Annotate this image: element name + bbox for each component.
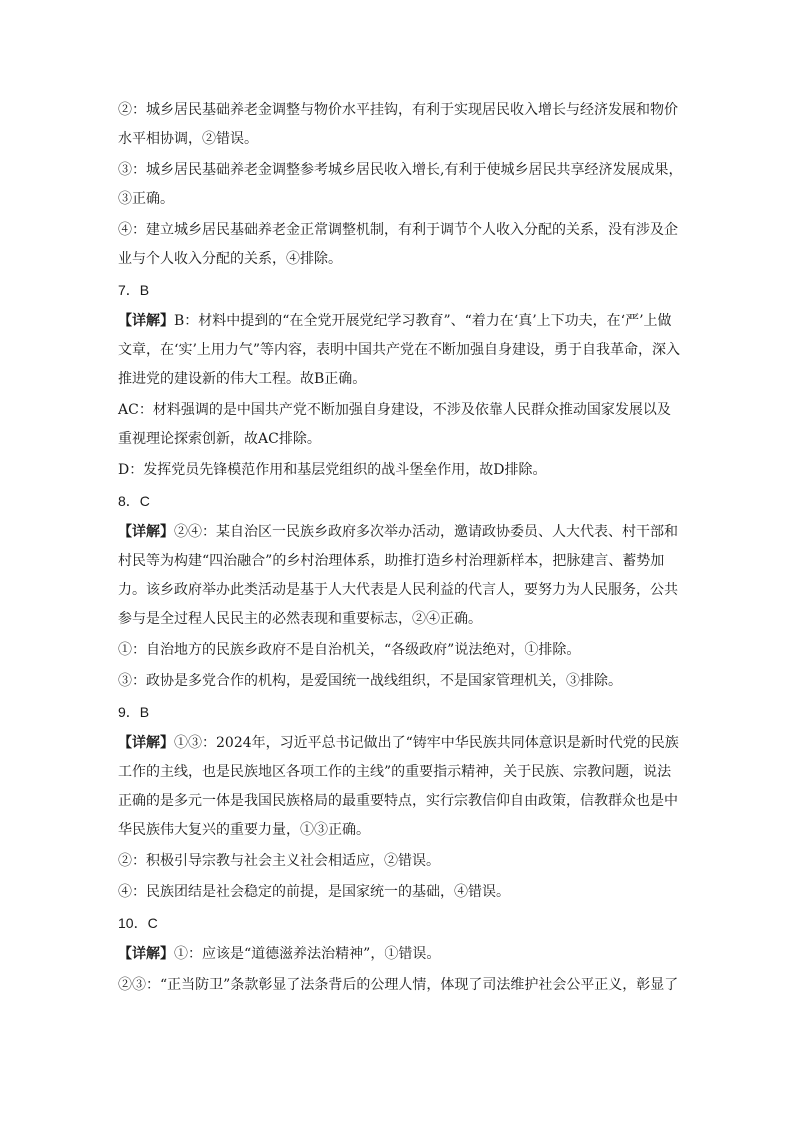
paragraph: AC：材料强调的是中国共产党不断加强自身建设，不涉及依靠人民群众推动国家发展以及重视理论探索创新，故AC排除。 bbox=[118, 402, 671, 447]
paragraph: ①：自治地方的民族乡政府不是自治机关，“各级政府”说法绝对，①排除。 bbox=[118, 642, 581, 658]
detail-tag: 【详解】 bbox=[118, 946, 174, 962]
paragraph: ④：建立城乡居民基础养老金正常调整机制，有利于调节个人收入分配的关系，没有涉及企业与个人收入分配的关系，④排除。 bbox=[118, 222, 678, 267]
answer-number: 8．C bbox=[118, 493, 150, 509]
detail-tag: 【详解】 bbox=[118, 524, 174, 540]
explanation-text: ①③：2024年，习近平总书记做出了“铸牢中华民族共同体意识是新时代党的民族工作的主线，也是民族地区各项工作的主线”的重要指示精神，关于民族、宗教问题，说法正确的是多元一体是我国民族格局的最重要特点，实行宗教信仰自由政策，信教群众也是中华民族伟大复兴的重要力量，①③正确。 bbox=[118, 735, 679, 838]
paragraph: ③：城乡居民基础养老金调整参考城乡居民收入增长,有利于使城乡居民共享经济发展成果，③正确。 bbox=[118, 162, 683, 207]
paragraph: D：发挥党员先锋模范作用和基层党组织的战斗堡垒作用，故D排除。 bbox=[118, 462, 547, 478]
answer-number: 7．B bbox=[118, 282, 150, 298]
explanation-text: B：材料中提到的“在全党开展党纪学习教育”、“着力在‘真’上下功夫，在‘严’上做文章，在‘实’上用力气”等内容，表明中国共产党在不断加强自身建设，勇于自我革命，深入推进党的建设新的伟大工程。故B正确。 bbox=[118, 313, 681, 387]
explanation-paragraph bbox=[118, 729, 684, 845]
detail-tag: 【详解】 bbox=[118, 735, 174, 751]
paragraph: ③：政协是多党合作的机构，是爱国统一战线组织，不是国家管理机关，③排除。 bbox=[118, 673, 622, 689]
paragraph: ④：民族团结是社会稳定的前提，是国家统一的基础，④错误。 bbox=[118, 884, 510, 900]
paragraph: ②③：“正当防卫”条款彰显了法条背后的公理人情，体现了司法维护社会公平正义，彰显了 bbox=[118, 977, 679, 993]
answer-number: 10．C bbox=[118, 915, 158, 931]
explanation-paragraph bbox=[118, 307, 684, 394]
paragraph: ②：积极引导宗教与社会主义社会相适应，②错误。 bbox=[118, 853, 440, 869]
explanation-text: ②④：某自治区一民族乡政府多次举办活动，邀请政协委员、人大代表、村干部和村民等为构建“四治融合”的乡村治理体系，助推打造乡村治理新样本，把脉建言、蓄势加力。该乡政府举办此类活动是基于人大代表是人民利益的代言人，要努力为人民服务，公共参与是全过程人民民主的必然表现和重要标志，②④正确。 bbox=[118, 524, 678, 627]
explanation-paragraph bbox=[118, 518, 684, 634]
document-body bbox=[118, 96, 684, 1000]
explanation-paragraph bbox=[118, 940, 684, 969]
paragraph: ②：城乡居民基础养老金调整与物价水平挂钩，有利于实现居民收入增长与经济发展和物价水平相协调，②错误。 bbox=[118, 102, 678, 147]
explanation-text: ①：应该是“道德滋养法治精神”，①错误。 bbox=[174, 946, 441, 962]
detail-tag: 【详解】 bbox=[118, 313, 174, 329]
answer-number: 9．B bbox=[118, 704, 150, 720]
